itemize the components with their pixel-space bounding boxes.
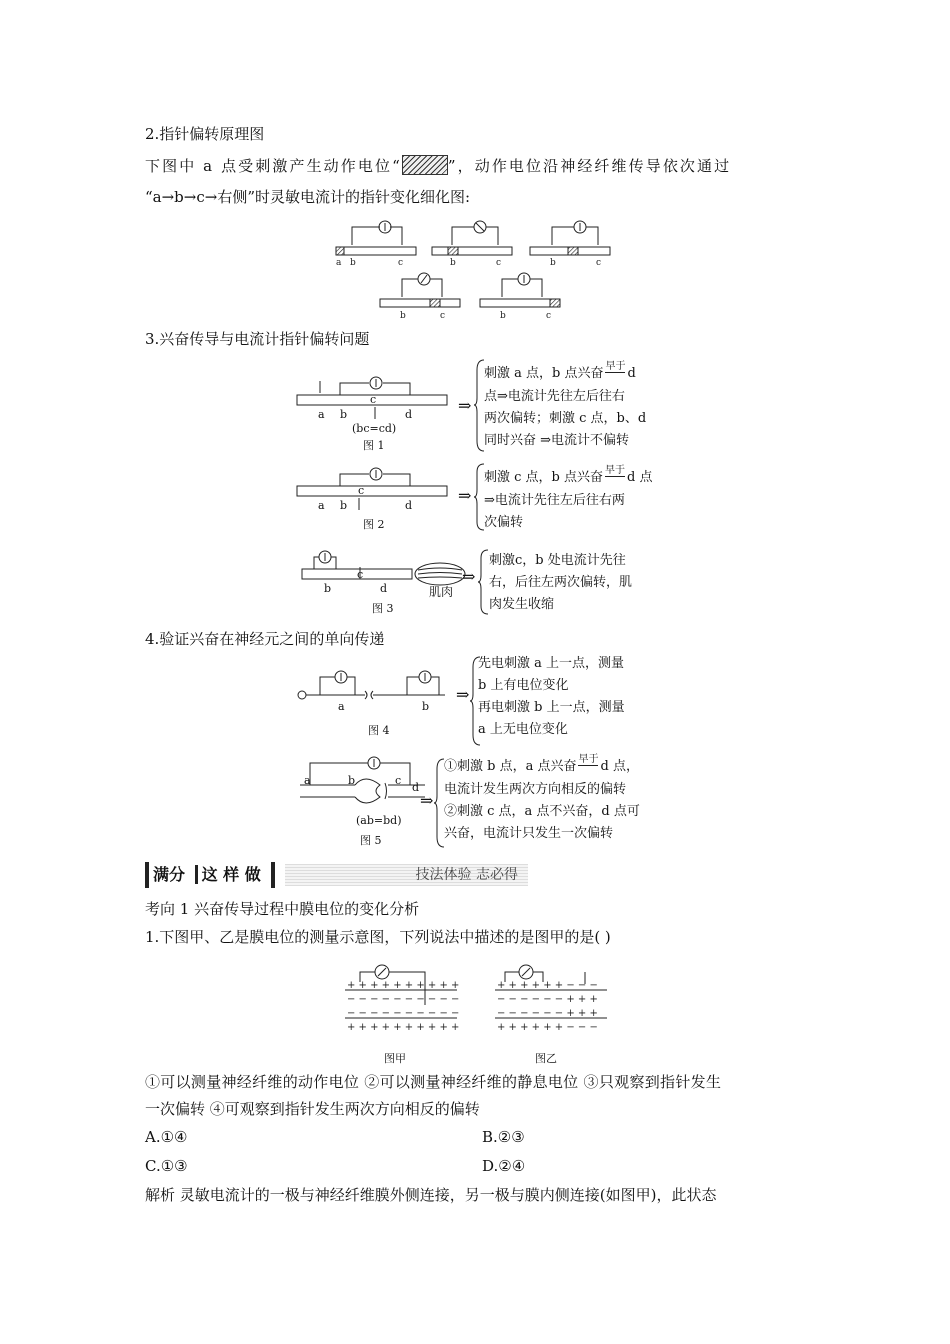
label-c: c <box>357 568 364 581</box>
option-b[interactable]: B.②③ <box>482 1128 525 1146</box>
figure-2-text <box>484 467 652 534</box>
text-line: 两次偏转；刺激 c 点，b、d <box>484 411 647 426</box>
text-part: d <box>627 366 636 381</box>
label-b: b <box>400 311 406 321</box>
text-line: 兴奋，电流计只发生一次偏转 <box>444 826 614 841</box>
implies-arrow: ⇒ <box>456 685 470 704</box>
figure-3-text <box>489 550 632 616</box>
svg-text:+ + + + + + + + + +: + + + + + + + + + + <box>347 1022 460 1033</box>
text-part: 刺激 c 点，b 点兴奋 <box>484 470 603 485</box>
label-d: d <box>405 499 413 512</box>
svg-text:− − − − − − − − − −: − − − − − − − − − − <box>347 1008 460 1019</box>
figure-yi-caption: 图乙 <box>535 1052 557 1065</box>
label-d: d <box>412 781 420 794</box>
label-c: c <box>546 311 552 321</box>
statements-line-2: 一次偏转 ④可观察到指针发生两次方向相反的偏转 <box>145 1100 480 1118</box>
label-c: c <box>395 774 402 787</box>
option-c[interactable]: C.①③ <box>145 1157 188 1175</box>
membrane-diagrams <box>345 960 615 1045</box>
text-line: ⇒电流计先往左后往右两 <box>484 493 625 508</box>
svg-text:− − − − − − + + +: − − − − − − + + + <box>497 994 598 1005</box>
text-line: ②刺激 c 点，a 点不兴奋，d 点可 <box>444 804 640 819</box>
text-line: 点⇒电流计先往左后往右 <box>484 389 625 404</box>
label-b: b <box>550 258 556 268</box>
section-2-line-2: “a→b→c→右侧”时灵敏电流计的指针变化细化图: <box>145 188 471 206</box>
earlier-arrow-label: 早于 <box>605 361 626 372</box>
statements-line-1: ①可以测量神经纤维的动作电位 ②可以测量神经纤维的静息电位 ③只观察到指针发生 <box>145 1073 722 1091</box>
analysis-text: 解析 灵敏电流计的一极与神经纤维膜外侧连接，另一极与膜内侧连接(如图甲)，此状态 <box>145 1186 717 1204</box>
label-a: a <box>336 258 342 268</box>
figure-1-note: (bc=cd) <box>352 422 397 435</box>
text-line: 刺激c，b 处电流计先往 <box>489 553 626 568</box>
section-2-heading: 2.指针偏转原理图 <box>145 125 265 143</box>
label-b: b <box>500 311 506 321</box>
question-stem: 1.下图甲、乙是膜电位的测量示意图，下列说法中描述的是图甲的是( ) <box>145 928 611 946</box>
figure-1-caption: 图 1 <box>363 439 385 452</box>
section-3-heading: 3.兴奋传导与电流计指针偏转问题 <box>145 330 370 348</box>
text-line: a 上无电位变化 <box>478 722 568 737</box>
hatched-potential-icon <box>402 155 448 175</box>
figure-2-caption: 图 2 <box>363 518 385 531</box>
banner-title <box>145 862 275 888</box>
svg-text:+ + + + + + + + + +: + + + + + + + + + + <box>347 980 460 991</box>
text-line: 次偏转 <box>484 515 524 530</box>
text-part: d 点， <box>600 759 639 774</box>
label-c: c <box>596 258 602 268</box>
label-b: b <box>340 408 348 421</box>
label-b: b <box>450 258 456 268</box>
text-line: 先电刺激 a 上一点，测量 <box>478 656 625 671</box>
label-b: b <box>324 582 332 595</box>
figure-4-caption: 图 4 <box>368 724 390 737</box>
figure-4-text <box>478 653 625 741</box>
text-part: 刺激 a 点，b 点兴奋 <box>484 366 604 381</box>
banner-subtitle: 技法体验 志必得 <box>285 864 528 886</box>
label-b: b <box>422 700 430 713</box>
topic-heading: 考向 1 兴奋传导过程中膜电位的变化分析 <box>145 900 420 918</box>
text-line: b 上有电位变化 <box>478 678 569 693</box>
banner-left: 满分 <box>153 865 186 884</box>
muscle-label: 肌肉 <box>429 585 454 599</box>
label-c: c <box>440 311 446 321</box>
implies-arrow: ⇒ <box>462 567 476 586</box>
text-line: 肉发生收缩 <box>489 597 555 612</box>
label-a: a <box>318 408 325 421</box>
text-part: 下图中 a 点受刺激产生动作电位“ <box>145 157 402 175</box>
label-d: d <box>380 582 388 595</box>
label-b: b <box>348 774 356 787</box>
figure-1-text <box>484 363 646 452</box>
option-d[interactable]: D.②④ <box>482 1157 526 1175</box>
section-2-line-1 <box>145 155 731 177</box>
figure-5-text <box>444 756 640 845</box>
text-part: ”，动作电位沿神经纤维传导依次通过 <box>447 157 732 175</box>
label-d: d <box>405 408 413 421</box>
deflection-diagram <box>330 215 620 325</box>
figure-5-caption: 图 5 <box>360 834 382 847</box>
text-part: ①刺激 b 点，a 点兴奋 <box>444 759 577 774</box>
label-c: c <box>370 393 377 406</box>
label-b: b <box>350 258 356 268</box>
label-a: a <box>338 700 345 713</box>
option-a[interactable]: A.①④ <box>145 1128 188 1146</box>
earlier-arrow-label: 早于 <box>605 465 625 476</box>
label-c: c <box>358 484 365 497</box>
label-c: c <box>398 258 404 268</box>
implies-arrow: ⇒ <box>458 396 472 415</box>
figure-4-diagram <box>295 665 455 705</box>
text-line: 电流计发生两次方向相反的偏转 <box>444 782 627 797</box>
label-b: b <box>340 499 348 512</box>
label-c: c <box>496 258 502 268</box>
text-part: d 点 <box>627 470 653 485</box>
figure-5-diagram <box>300 755 430 815</box>
section-4-heading: 4.验证兴奋在神经元之间的单向传递 <box>145 630 385 648</box>
svg-text:− − − − − − − − − −: − − − − − − − − − − <box>347 994 460 1005</box>
figure-jia-caption: 图甲 <box>384 1052 406 1065</box>
svg-text:− − − − − − + + +: − − − − − − + + + <box>497 1008 598 1019</box>
banner-right: 这 样 做 <box>195 865 261 884</box>
text-line: 同时兴奋 ⇒电流计不偏转 <box>484 433 630 448</box>
text-line: 再电刺激 b 上一点，测量 <box>478 700 625 715</box>
figure-3-caption: 图 3 <box>372 602 394 615</box>
earlier-arrow-label: 早于 <box>578 754 599 765</box>
label-a: a <box>304 774 311 787</box>
text-line: 右，后往左两次偏转，肌 <box>489 575 633 590</box>
implies-arrow: ⇒ <box>420 791 434 810</box>
figure-5-note: (ab=bd) <box>356 814 402 827</box>
svg-text:+ + + + + + − − −: + + + + + + − − − <box>497 980 598 991</box>
section-banner <box>145 862 530 888</box>
label-a: a <box>318 499 325 512</box>
implies-arrow: ⇒ <box>458 486 472 505</box>
svg-text:+ + + + + + − − −: + + + + + + − − − <box>497 1022 598 1033</box>
